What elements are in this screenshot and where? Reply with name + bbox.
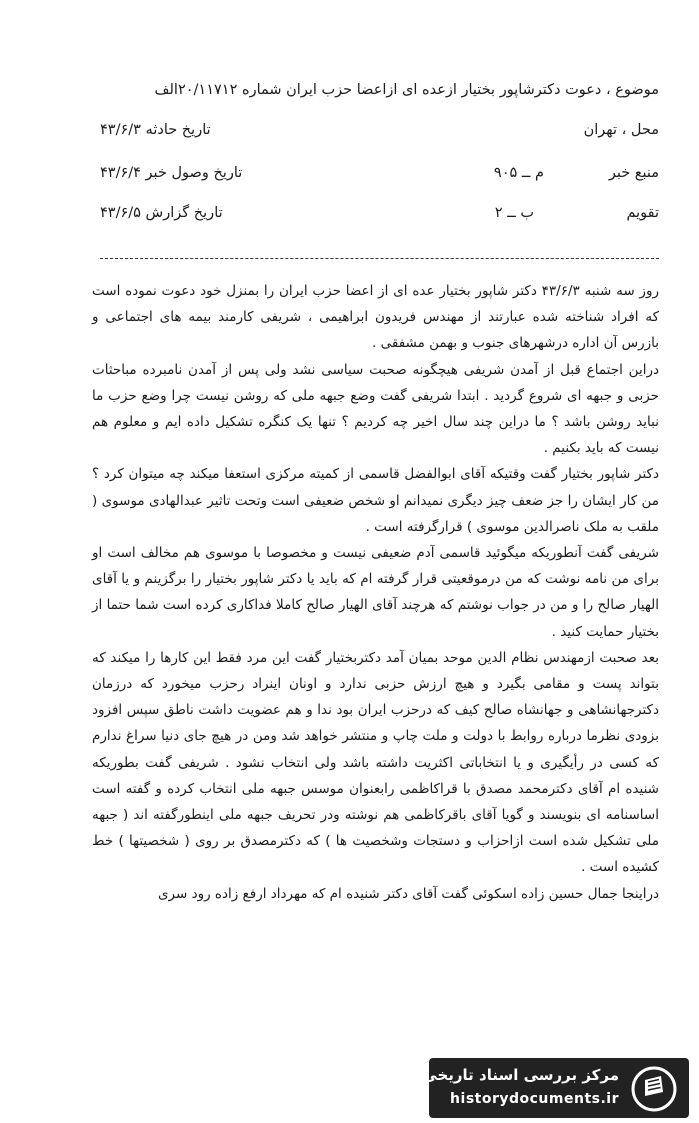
source-label: منبع خبر bbox=[608, 165, 659, 181]
event-date: تاریخ حادثه ۴۳/۶/۳ bbox=[100, 122, 211, 138]
paragraph: بعد صحبت ازمهندس نظام الدین موحد بمیان آمد دکتربختیار گفت این مرد فقط این کارها را میکند که بتواند پست و مقامی بگیرد و هیچ ارزش حزبی ندارد و اونان اینراد رحزب میخورد که درزمان دکترجهانشاهی و جهانشاه صالح کیف که درحزب ایران بود ندا و هم عضویت داشت ناطق سپس افزود بزودی نظرما درباره روابط با دولت و ملت چاپ و منتشر خواهد شد ومن در هیچ جای دنیا سراغ ندارم که کسی در رأیگیری و یا انتخاباتی اکثریت داشته باشد ولی انتخاب نشود . شریفی گفت بطوریکه شنیده ام آقای دکترمحمد مصدق با قراکاظمی رابعنوان موسس جبهه ملی انتخاب کرده و گفته است اساسنامه ای بنویسند و گویا آقای باقرکاظمی هم نوشته ودر تحریف جبهه ملی اینطورگفته اند ( جبهه ملی تشکیل شده است ازاحزاب و دستجات وشخصیت ها ) که دکترمصدق بر روی ( شخصیتها ) خط کشیده است . bbox=[92, 649, 659, 876]
subject-text: موضوع ، دعوت دکترشاپور بختیار ازعده ای ازاعضا حزب ایران شماره ۲۰/۱۱۷۱۲الف bbox=[154, 82, 659, 98]
paragraph: دکتر شاپور بختیار گفت وقتیکه آقای ابوالفضل قاسمی از کمیته مرکزی استعفا میکند چه میتوان کرد ؟ من کار ایشان را جز ضعف چیز دیگری نمیدانم او شخص ضعیفی است وتحت تاثیر عبدالهادی موسوی ( ملقب به ملک ناصرالدین موسوی ) قرارگرفته است . bbox=[92, 466, 659, 535]
location-line bbox=[100, 122, 659, 156]
archive-logo-icon bbox=[631, 1066, 677, 1112]
source-line bbox=[100, 165, 659, 199]
report-date: تاریخ گزارش ۴۳/۶/۵ bbox=[100, 205, 223, 221]
received-date: تاریخ وصول خبر ۴۳/۶/۴ bbox=[100, 165, 243, 181]
paragraph: دراین اجتماع قبل از آمدن شریفی هیچگونه صحبت سیاسی نشد ولی پس از آمدن نامبرده مباحثات حزبی و جبهه ای شروع گردید . ابتدا شریفی گفت وضع جبهه ملی که روشن نیست چرا وضع حزب ما نباید روشن باشد ؟ ما دراین چند سال اخیر چه کردیم ؟ تنها یک کنگره تشکیل داده ایم و معلوم هم نیست که باید بکنیم . bbox=[92, 361, 659, 457]
paragraph: روز سه شنبه ۴۳/۶/۳ دکتر شاپور بختیار عده ای از اعضا حزب ایران را بمنزل خود دعوت نموده است که افراد شناخته شده عبارتند از مهندس فریدون ابراهیمی ، شریفی کارمند بیمه های اجتماعی و بازرس آن اداره درشهرهای جنوب و بهمن مشفقی . bbox=[92, 283, 659, 352]
watermark-brand: مرکز بررسی اسناد تاریخی bbox=[422, 1066, 619, 1084]
paragraph: دراینجا جمال حسین زاده اسکوئی گفت آقای دکتر شنیده ام که مهرداد ارفع زاده رود سری bbox=[157, 885, 659, 902]
evaluation-value: ب ــ ۲ bbox=[494, 205, 534, 221]
header-divider bbox=[100, 258, 659, 259]
location-text: محل ، تهران bbox=[583, 122, 659, 138]
evaluation-label: تقویم bbox=[626, 205, 659, 221]
watermark-badge bbox=[422, 1058, 689, 1118]
paragraph: شریفی گفت آنطوریکه میگوئید قاسمی آدم ضعیفی نیست و مخصوصا با موسوی هم مخالف است او برای من نامه نوشت که من درموقعیتی قرار گرفته ام که باید یا دکتر شاپور بختیار را برگزینم و یا آقای الهیار صالح را و من در جواب نوشتم که هرچند آقای الهیار صالح کاملا فداکاری کرده است شما حتما از بختیار حمایت کنید . bbox=[92, 545, 659, 640]
subject-line bbox=[100, 82, 659, 116]
watermark-url: historydocuments.ir bbox=[450, 1091, 619, 1107]
document-body bbox=[92, 278, 659, 907]
evaluation-line bbox=[100, 205, 659, 239]
source-value: م ــ ۹۰۵ bbox=[493, 165, 544, 181]
